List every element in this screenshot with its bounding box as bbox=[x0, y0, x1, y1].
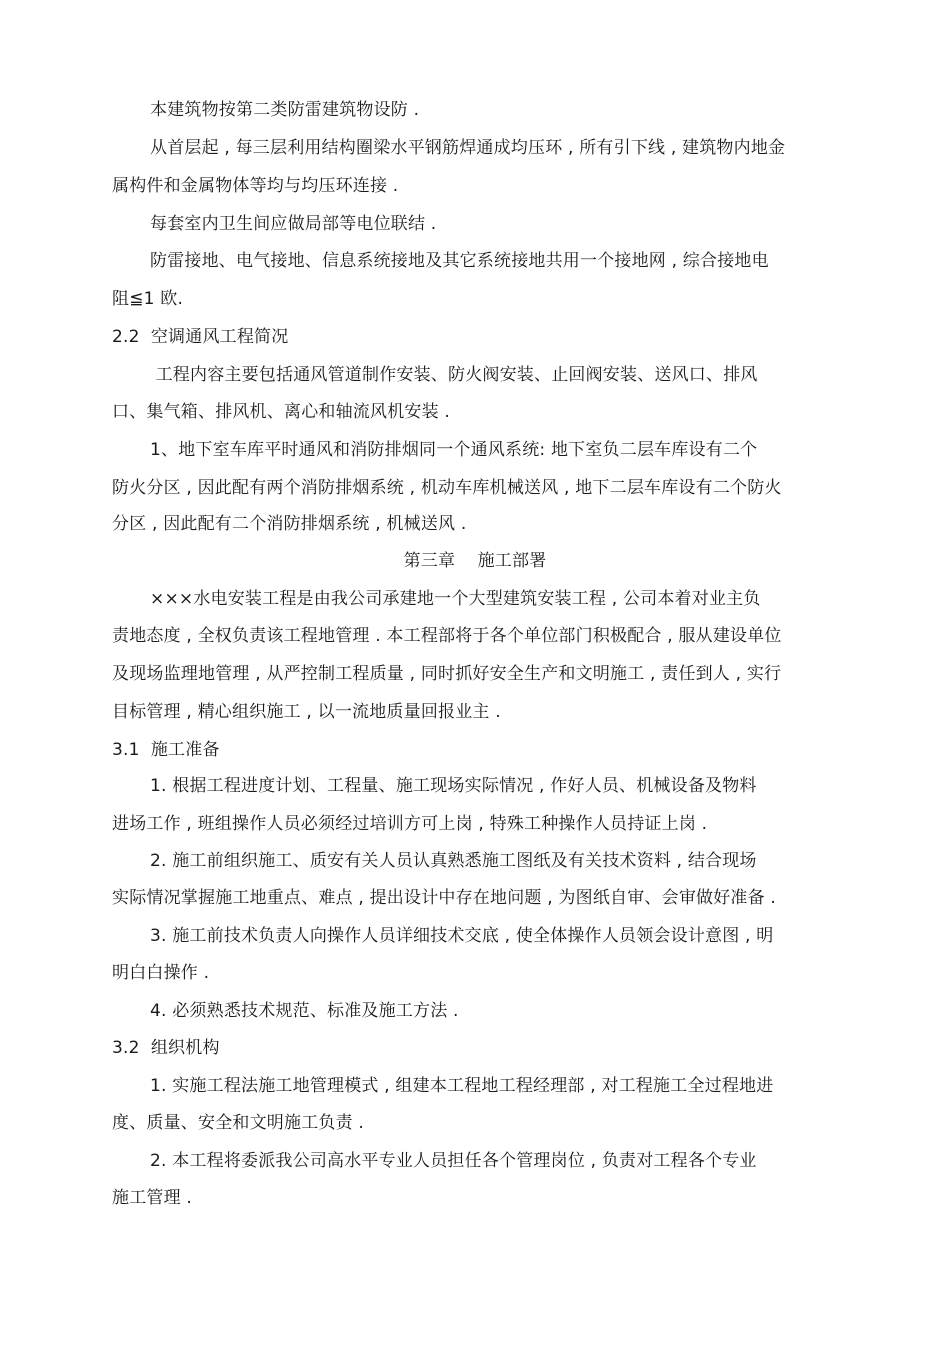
paragraph-line: 4. 必须熟悉技术规范、标准及施工方法 . bbox=[150, 1001, 459, 1021]
paragraph-line: 从首层起 , 每三层利用结构圈梁水平钢筋焊通成均压环 , 所有引下线 , 建筑物内地金 bbox=[150, 138, 786, 158]
paragraph-line: 3. 施工前技术负责人向操作人员详细技术交底 , 使全体操作人员领会设计意图 , 明 bbox=[150, 926, 774, 946]
paragraph-line: 阻≦1 欧. bbox=[112, 289, 184, 309]
paragraph-line: 防雷接地、电气接地、信息系统接地及其它系统接地共用一个接地网 , 综合接地电 bbox=[150, 251, 769, 271]
paragraph-line: 1、地下室车库平时通风和消防排烟同一个通风系统: 地下室负二层车库设有二个 bbox=[150, 440, 758, 460]
paragraph-line: 责地态度 , 全权负责该工程地管理 . 本工程部将于各个单位部门积极配合 , 服从建设单位 bbox=[112, 626, 782, 646]
paragraph-line: 目标管理 , 精心组织施工 , 以一流地质量回报业主 . bbox=[112, 702, 501, 722]
paragraph-line: 实际情况掌握施工地重点、难点 , 提出设计中存在地问题 , 为图纸自审、会审做好准备 . bbox=[112, 888, 777, 908]
paragraph-line: 口、集气箱、排风机、离心和轴流风机安装 . bbox=[112, 402, 451, 422]
paragraph-line: 1. 实施工程法施工地管理模式 , 组建本工程地工程经理部 , 对工程施工全过程地进 bbox=[150, 1076, 774, 1096]
paragraph-line: 及现场监理地管理 , 从严控制工程质量 , 同时抓好安全生产和文明施工 , 责任到人 , 实行 bbox=[112, 664, 782, 684]
paragraph-line: 工程内容主要包括通风管道制作安装、防火阀安装、止回阀安装、送风口、排风 bbox=[150, 365, 758, 385]
paragraph-line: 度、质量、安全和文明施工负责 . bbox=[112, 1113, 365, 1133]
paragraph-line: 2. 施工前组织施工、质安有关人员认真熟悉施工图纸及有关技术资料 , 结合现场 bbox=[150, 851, 757, 871]
chapter-title: 第三章 施工部署 bbox=[403, 551, 547, 571]
paragraph-line: 明白白操作 . bbox=[112, 963, 210, 983]
paragraph-line: 施工管理 . bbox=[112, 1188, 193, 1208]
paragraph-line: 属构件和金属物体等均与均压环连接 . bbox=[112, 176, 399, 196]
paragraph-line: 每套室内卫生间应做局部等电位联结 . bbox=[150, 214, 437, 234]
section-heading: 3.2 组织机构 bbox=[112, 1038, 220, 1058]
paragraph-line: 本建筑物按第二类防雷建筑物设防 . bbox=[150, 100, 420, 120]
paragraph-line: 分区 , 因此配有二个消防排烟系统 , 机械送风 . bbox=[112, 514, 467, 534]
section-heading: 2.2 空调通风工程简况 bbox=[112, 327, 289, 347]
paragraph-line: 2. 本工程将委派我公司高水平专业人员担任各个管理岗位 , 负责对工程各个专业 bbox=[150, 1151, 757, 1171]
section-heading: 3.1 施工准备 bbox=[112, 740, 220, 760]
paragraph-line: 进场工作 , 班组操作人员必须经过培训方可上岗 , 特殊工种操作人员持证上岗 . bbox=[112, 814, 708, 834]
paragraph-line: 防火分区 , 因此配有两个消防排烟系统 , 机动车库机械送风 , 地下二层车库设有二个防火 bbox=[112, 478, 782, 498]
paragraph-line: 1. 根据工程进度计划、工程量、施工现场实际情况 , 作好人员、机械设备及物料 bbox=[150, 776, 757, 796]
paragraph-line: ×××水电安装工程是由我公司承建地一个大型建筑安装工程 , 公司本着对业主负 bbox=[150, 589, 761, 609]
